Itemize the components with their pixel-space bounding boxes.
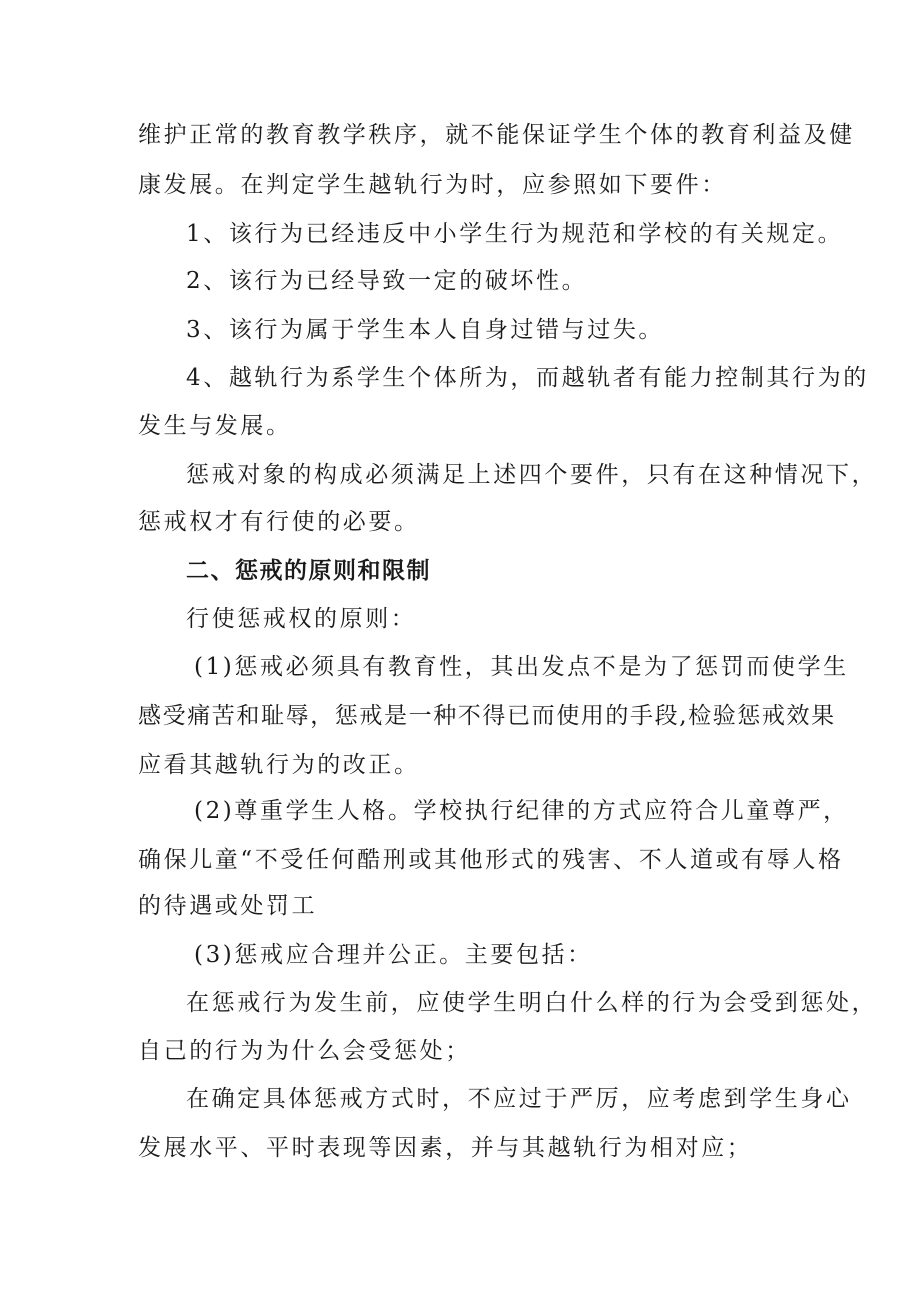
paragraph-line: 自己的行为为什么会受惩处；	[138, 1038, 471, 1064]
list-item: 3、该行为属于学生本人自身过错与过失。	[186, 317, 665, 343]
paragraph-line: 在确定具体惩戒方式时，不应过于严厉，应考虑到学生身心	[186, 1086, 852, 1112]
paragraph-line: 惩戒权才有行使的必要。	[138, 509, 420, 535]
list-item: 1、该行为已经违反中小学生行为规范和学校的有关规定。	[186, 221, 844, 247]
paragraph-line: 发生与发展。	[138, 413, 292, 439]
paragraph-line: 确保儿童“不受任何酷刑或其他形式的残害、不人道或有辱人格	[138, 847, 844, 873]
paragraph-line: 康发展。在判定学生越轨行为时，应参照如下要件：	[138, 172, 727, 198]
list-item: (2)尊重学生人格。学校执行纪律的方式应符合儿童尊严，	[194, 798, 849, 824]
paragraph-line: 行使惩戒权的原则：	[186, 606, 417, 632]
list-item: 2、该行为已经导致一定的破坏性。	[186, 268, 588, 294]
paragraph-line: 的待遇或处罚工	[138, 893, 318, 919]
paragraph-line: 发展水平、平时表现等因素，并与其越轨行为相对应；	[138, 1135, 753, 1161]
section-heading: 二、惩戒的原则和限制	[186, 558, 431, 584]
paragraph-line: 在惩戒行为发生前，应使学生明白什么样的行为会受到惩处，	[186, 990, 878, 1016]
list-item: (3)惩戒应合理并公正。主要包括：	[194, 942, 593, 968]
list-item: 4、越轨行为系学生个体所为，而越轨者有能力控制其行为的	[186, 365, 869, 391]
paragraph-line: 惩戒对象的构成必须满足上述四个要件，只有在这种情况下，	[186, 462, 878, 488]
paragraph-line: 维护正常的教育教学秩序，就不能保证学生个体的教育利益及健	[138, 122, 855, 148]
paragraph-line: 感受痛苦和耻辱，惩戒是一种不得已而使用的手段,检验惩戒效果	[138, 703, 836, 729]
paragraph-line: 应看其越轨行为的改正。	[138, 752, 420, 778]
list-item: (1)惩戒必须具有教育性，其出发点不是为了惩罚而使学生	[194, 654, 849, 680]
